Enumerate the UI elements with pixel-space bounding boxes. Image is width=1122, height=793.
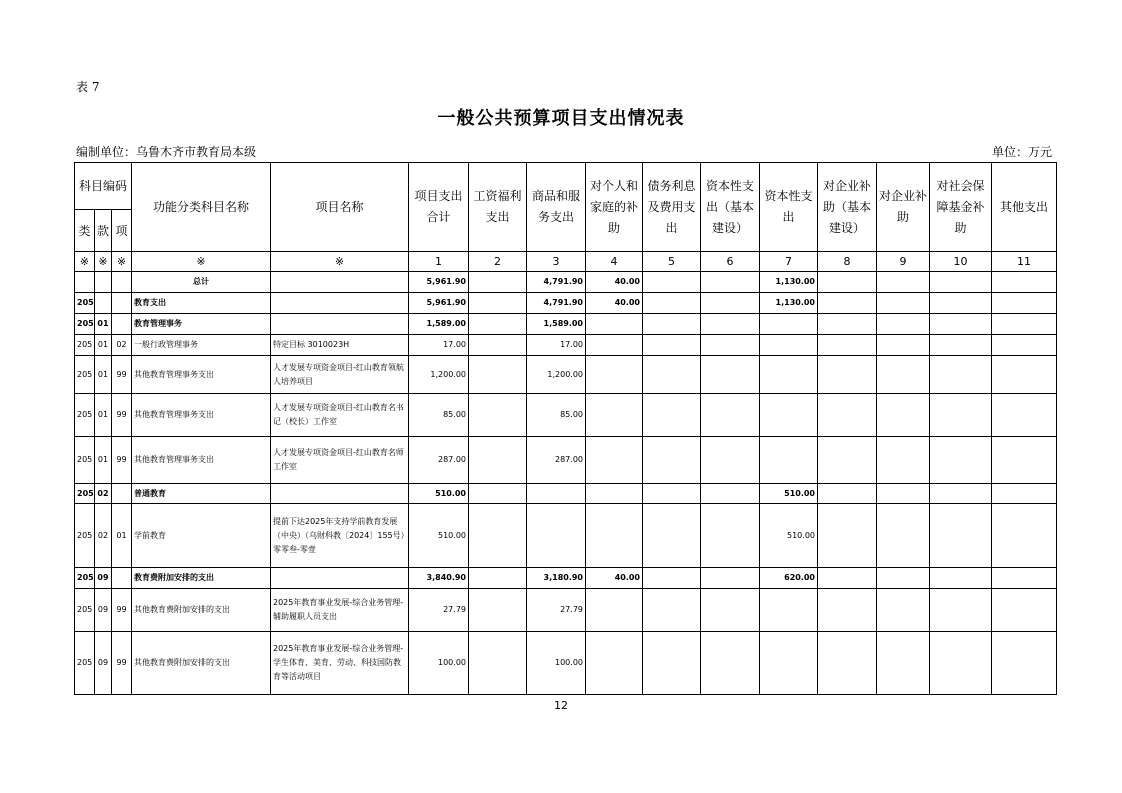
mark-cell: ※: [271, 252, 409, 272]
amount-col-7: 1,130.00: [760, 272, 818, 293]
code-lei: 205: [75, 484, 95, 504]
amount-col-7: 510.00: [760, 504, 818, 568]
index-cell: 9: [877, 252, 930, 272]
table-row: [75, 504, 1057, 568]
table-row: [75, 568, 1057, 589]
amount-col-8: [818, 568, 877, 589]
code-lei: 205: [75, 632, 95, 695]
amount-col-10: [930, 437, 992, 484]
amount-col-5: [643, 437, 701, 484]
amount-col-6: [701, 314, 760, 335]
amount-col-2: [469, 293, 527, 314]
code-xiang: 99: [112, 632, 132, 695]
amount-col-4: [586, 504, 643, 568]
amount-col-11: [992, 293, 1057, 314]
code-kuan: 01: [95, 394, 112, 437]
amount-col-10: [930, 293, 992, 314]
amount-col-7: [760, 335, 818, 356]
code-lei: 205: [75, 394, 95, 437]
amount-col-2: [469, 568, 527, 589]
amount-col-5: [643, 484, 701, 504]
table-row: [75, 314, 1057, 335]
amount-col-7: [760, 394, 818, 437]
code-kuan: [95, 293, 112, 314]
project-name: 人才发展专项资金项目-红山教育名师工作室: [271, 437, 409, 484]
project-name: 人才发展专项资金项目-红山教育名书记（校长）工作室: [271, 394, 409, 437]
header-col-1: 项目支出合计: [409, 163, 469, 252]
table-row: [75, 272, 1057, 293]
code-lei: 205: [75, 293, 95, 314]
amount-col-5: [643, 335, 701, 356]
amount-col-8: [818, 293, 877, 314]
amount-col-3: 27.79: [527, 589, 586, 632]
code-kuan: 01: [95, 356, 112, 394]
amount-col-8: [818, 437, 877, 484]
amount-col-11: [992, 437, 1057, 484]
amount-col-10: [930, 632, 992, 695]
table-row: [75, 335, 1057, 356]
amount-col-4: [586, 314, 643, 335]
amount-col-7: [760, 589, 818, 632]
amount-col-3: 1,200.00: [527, 356, 586, 394]
amount-col-1: 287.00: [409, 437, 469, 484]
amount-col-7: 1,130.00: [760, 293, 818, 314]
header-kuan: 款: [95, 210, 112, 252]
amount-col-10: [930, 589, 992, 632]
amount-col-8: [818, 335, 877, 356]
table-row: [75, 589, 1057, 632]
amount-col-4: 40.00: [586, 272, 643, 293]
code-kuan: 09: [95, 632, 112, 695]
amount-col-1: 510.00: [409, 484, 469, 504]
amount-col-1: 510.00: [409, 504, 469, 568]
code-xiang: 99: [112, 437, 132, 484]
amount-col-2: [469, 272, 527, 293]
amount-col-9: [877, 314, 930, 335]
amount-col-10: [930, 568, 992, 589]
amount-col-11: [992, 356, 1057, 394]
header-col-2: 工资福利支出: [469, 163, 527, 252]
code-kuan: 01: [95, 335, 112, 356]
amount-col-9: [877, 484, 930, 504]
mark-cell: ※: [95, 252, 112, 272]
code-kuan: 02: [95, 504, 112, 568]
currency-unit: 单位：万元: [991, 145, 1052, 159]
code-kuan: 09: [95, 568, 112, 589]
function-name: 总计: [132, 272, 271, 293]
amount-col-8: [818, 484, 877, 504]
amount-col-10: [930, 484, 992, 504]
index-cell: 10: [930, 252, 992, 272]
index-cell: 2: [469, 252, 527, 272]
table-row: [75, 437, 1057, 484]
project-name: 特定目标 3010023H: [271, 335, 409, 356]
amount-col-3: 287.00: [527, 437, 586, 484]
index-cell: 11: [992, 252, 1057, 272]
code-lei: 205: [75, 437, 95, 484]
index-cell: 1: [409, 252, 469, 272]
amount-col-4: [586, 632, 643, 695]
amount-col-6: [701, 335, 760, 356]
header-col-5: 债务利息及费用支出: [643, 163, 701, 252]
amount-col-7: [760, 437, 818, 484]
index-cell: 8: [818, 252, 877, 272]
project-name: [271, 272, 409, 293]
amount-col-5: [643, 272, 701, 293]
amount-col-5: [643, 589, 701, 632]
amount-col-10: [930, 272, 992, 293]
amount-col-2: [469, 394, 527, 437]
amount-col-2: [469, 484, 527, 504]
amount-col-2: [469, 437, 527, 484]
header-row-1: [75, 163, 1057, 210]
amount-col-1: 85.00: [409, 394, 469, 437]
header-col-8: 对企业补助（基本建设）: [818, 163, 877, 252]
amount-col-2: [469, 504, 527, 568]
amount-col-3: 4,791.90: [527, 293, 586, 314]
header-col-9: 对企业补助: [877, 163, 930, 252]
amount-col-4: [586, 437, 643, 484]
amount-col-9: [877, 272, 930, 293]
code-lei: [75, 272, 95, 293]
code-lei: 205: [75, 314, 95, 335]
amount-col-3: [527, 484, 586, 504]
amount-col-3: [527, 504, 586, 568]
header-col-7: 资本性支出: [760, 163, 818, 252]
amount-col-7: [760, 314, 818, 335]
amount-col-3: 17.00: [527, 335, 586, 356]
amount-col-6: [701, 484, 760, 504]
amount-col-4: [586, 394, 643, 437]
amount-col-3: 4,791.90: [527, 272, 586, 293]
amount-col-10: [930, 314, 992, 335]
amount-col-9: [877, 632, 930, 695]
amount-col-9: [877, 293, 930, 314]
project-name: [271, 568, 409, 589]
amount-col-4: [586, 335, 643, 356]
amount-col-3: 1,589.00: [527, 314, 586, 335]
amount-col-6: [701, 437, 760, 484]
code-xiang: 99: [112, 589, 132, 632]
amount-col-2: [469, 632, 527, 695]
amount-col-6: [701, 293, 760, 314]
code-xiang: 02: [112, 335, 132, 356]
column-index-row: [75, 252, 1057, 272]
amount-col-2: [469, 314, 527, 335]
amount-col-8: [818, 314, 877, 335]
amount-col-9: [877, 504, 930, 568]
header-lei: 类: [75, 210, 95, 252]
amount-col-7: [760, 632, 818, 695]
amount-col-9: [877, 589, 930, 632]
header-col-4: 对个人和家庭的补助: [586, 163, 643, 252]
amount-col-5: [643, 293, 701, 314]
function-name: 其他教育管理事务支出: [132, 356, 271, 394]
project-name: 2025年教育事业发展-综合业务管理-辅助履职人员支出: [271, 589, 409, 632]
amount-col-11: [992, 394, 1057, 437]
amount-col-11: [992, 314, 1057, 335]
amount-col-9: [877, 335, 930, 356]
code-kuan: 02: [95, 484, 112, 504]
header-col-3: 商品和服务支出: [527, 163, 586, 252]
mark-cell: ※: [132, 252, 271, 272]
amount-col-5: [643, 314, 701, 335]
amount-col-2: [469, 356, 527, 394]
amount-col-11: [992, 632, 1057, 695]
amount-col-8: [818, 394, 877, 437]
page-title: 一般公共预算项目支出情况表: [437, 108, 685, 129]
amount-col-8: [818, 632, 877, 695]
amount-col-9: [877, 437, 930, 484]
code-xiang: 99: [112, 356, 132, 394]
code-kuan: [95, 272, 112, 293]
function-name: 其他教育费附加安排的支出: [132, 589, 271, 632]
function-name: 教育费附加安排的支出: [132, 568, 271, 589]
amount-col-9: [877, 356, 930, 394]
amount-col-9: [877, 568, 930, 589]
code-kuan: 01: [95, 314, 112, 335]
function-name: 教育管理事务: [132, 314, 271, 335]
header-project-name: 项目名称: [271, 163, 409, 252]
table-row: [75, 632, 1057, 695]
amount-col-7: [760, 356, 818, 394]
mark-cell: ※: [112, 252, 132, 272]
budget-table: [74, 162, 1057, 695]
amount-col-8: [818, 504, 877, 568]
function-name: 教育支出: [132, 293, 271, 314]
function-name: 其他教育管理事务支出: [132, 394, 271, 437]
project-name: 人才发展专项资金项目-红山教育领航人培养项目: [271, 356, 409, 394]
amount-col-3: 100.00: [527, 632, 586, 695]
code-xiang: [112, 314, 132, 335]
amount-col-4: 40.00: [586, 568, 643, 589]
code-xiang: 01: [112, 504, 132, 568]
header-col-10: 对社会保障基金补助: [930, 163, 992, 252]
amount-col-11: [992, 272, 1057, 293]
project-name: [271, 293, 409, 314]
code-lei: 205: [75, 504, 95, 568]
amount-col-5: [643, 394, 701, 437]
header-func-name: 功能分类科目名称: [132, 163, 271, 252]
amount-col-2: [469, 589, 527, 632]
amount-col-7: 620.00: [760, 568, 818, 589]
function-name: 其他教育费附加安排的支出: [132, 632, 271, 695]
function-name: 一般行政管理事务: [132, 335, 271, 356]
amount-col-6: [701, 632, 760, 695]
table-number: 表 7: [76, 80, 100, 94]
index-cell: 3: [527, 252, 586, 272]
code-xiang: [112, 272, 132, 293]
amount-col-5: [643, 632, 701, 695]
amount-col-10: [930, 504, 992, 568]
amount-col-5: [643, 568, 701, 589]
compiling-unit: 编制单位：乌鲁木齐市教育局本级: [76, 145, 257, 159]
index-cell: 6: [701, 252, 760, 272]
index-cell: 5: [643, 252, 701, 272]
index-cell: 4: [586, 252, 643, 272]
code-lei: 205: [75, 589, 95, 632]
amount-col-3: 3,180.90: [527, 568, 586, 589]
amount-col-6: [701, 568, 760, 589]
project-name: 2025年教育事业发展-综合业务管理-学生体育、美育、劳动、科技国防教育等活动项目: [271, 632, 409, 695]
amount-col-1: 5,961.90: [409, 272, 469, 293]
amount-col-6: [701, 394, 760, 437]
table-row: [75, 293, 1057, 314]
amount-col-7: 510.00: [760, 484, 818, 504]
code-xiang: 99: [112, 394, 132, 437]
amount-col-10: [930, 335, 992, 356]
code-lei: 205: [75, 356, 95, 394]
code-kuan: 09: [95, 589, 112, 632]
amount-col-5: [643, 504, 701, 568]
code-lei: 205: [75, 335, 95, 356]
amount-col-4: [586, 356, 643, 394]
amount-col-4: 40.00: [586, 293, 643, 314]
mark-cell: ※: [75, 252, 95, 272]
amount-col-2: [469, 335, 527, 356]
function-name: 普通教育: [132, 484, 271, 504]
amount-col-6: [701, 272, 760, 293]
amount-col-1: 3,840.90: [409, 568, 469, 589]
amount-col-6: [701, 589, 760, 632]
header-col-6: 资本性支出（基本建设）: [701, 163, 760, 252]
amount-col-6: [701, 356, 760, 394]
amount-col-11: [992, 568, 1057, 589]
amount-col-11: [992, 589, 1057, 632]
function-name: 学前教育: [132, 504, 271, 568]
amount-col-1: 17.00: [409, 335, 469, 356]
project-name: 提前下达2025年支持学前教育发展（中央）（乌财科教〔2024〕155号）零零叁-零壹: [271, 504, 409, 568]
amount-col-1: 1,589.00: [409, 314, 469, 335]
amount-col-8: [818, 272, 877, 293]
table-row: [75, 484, 1057, 504]
amount-col-11: [992, 504, 1057, 568]
table-row: [75, 356, 1057, 394]
page-number: 12: [554, 699, 568, 712]
amount-col-1: 1,200.00: [409, 356, 469, 394]
amount-col-1: 27.79: [409, 589, 469, 632]
amount-col-11: [992, 484, 1057, 504]
amount-col-5: [643, 356, 701, 394]
amount-col-4: [586, 589, 643, 632]
amount-col-1: 100.00: [409, 632, 469, 695]
table-body: [75, 163, 1057, 695]
project-name: [271, 314, 409, 335]
amount-col-9: [877, 394, 930, 437]
amount-col-8: [818, 589, 877, 632]
function-name: 其他教育管理事务支出: [132, 437, 271, 484]
amount-col-10: [930, 394, 992, 437]
code-lei: 205: [75, 568, 95, 589]
amount-col-6: [701, 504, 760, 568]
amount-col-10: [930, 356, 992, 394]
code-xiang: [112, 568, 132, 589]
code-xiang: [112, 293, 132, 314]
amount-col-8: [818, 356, 877, 394]
header-code-group: 科目编码: [75, 163, 132, 210]
header-xiang: 项: [112, 210, 132, 252]
amount-col-3: 85.00: [527, 394, 586, 437]
code-kuan: 01: [95, 437, 112, 484]
amount-col-4: [586, 484, 643, 504]
table-row: [75, 394, 1057, 437]
code-xiang: [112, 484, 132, 504]
amount-col-1: 5,961.90: [409, 293, 469, 314]
project-name: [271, 484, 409, 504]
index-cell: 7: [760, 252, 818, 272]
header-col-11: 其他支出: [992, 163, 1057, 252]
amount-col-11: [992, 335, 1057, 356]
